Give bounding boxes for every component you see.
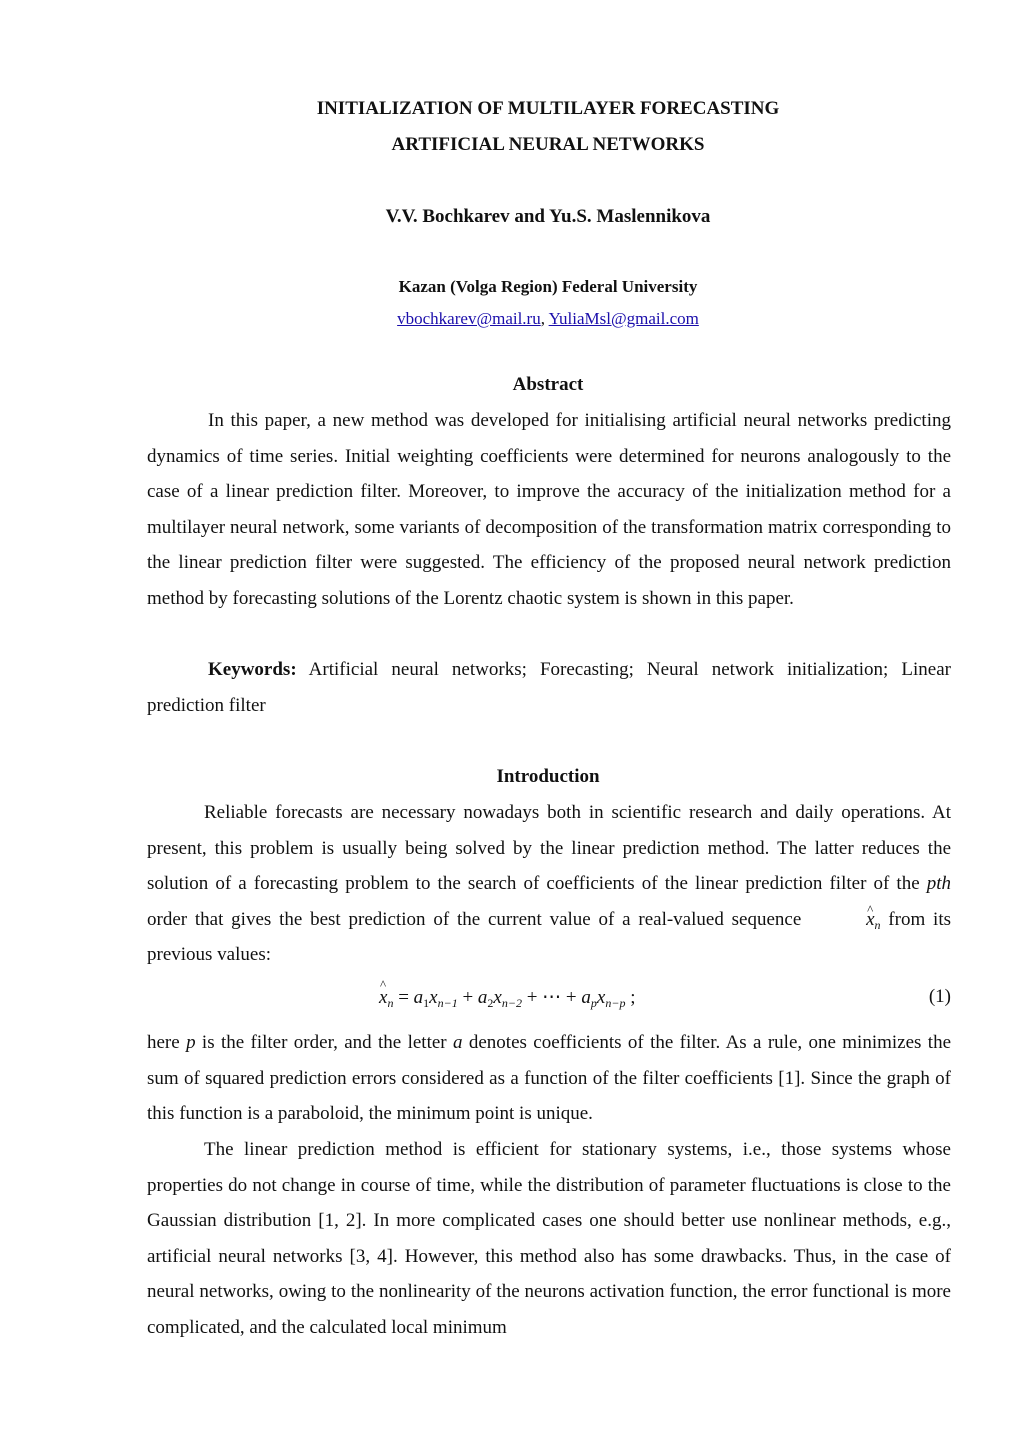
intro-p1-text-c: from its previous values: — [147, 908, 951, 966]
intro-p2-p: p — [186, 1032, 196, 1053]
equation-1 — [147, 986, 951, 1016]
email-link-1[interactable]: vbochkarev@mail.ru — [397, 309, 541, 328]
intro-p2-text-a: here — [147, 1032, 187, 1053]
keywords — [147, 652, 951, 723]
intro-p1-xhat — [809, 902, 874, 938]
intro-p1-text-a: Reliable forecasts are necessary nowadays both in scientific research and daily operations. At present, this problem is usually being solved by the linear prediction method. The latter reduces the solution of a forecasting problem to the search of coefficients of the linear prediction filter of the — [147, 802, 951, 895]
eq-x2: x — [493, 987, 502, 1008]
intro-p2-a: a — [453, 1032, 463, 1053]
eq-ap: a — [581, 987, 591, 1008]
eq-x2-sub: n−2 — [501, 996, 522, 1010]
eq-plus-2: + ⋯ + — [521, 987, 582, 1008]
eq-x1-sub: n−1 — [437, 996, 458, 1010]
email-separator: , — [540, 309, 549, 328]
equation-number: (1) — [928, 986, 951, 1007]
intro-paragraph-1 — [147, 795, 951, 973]
paper-title-line-2: ARTIFICIAL NEURAL NETWORKS — [391, 134, 705, 155]
intro-p2-text-b: is the filter order, and the letter — [195, 1032, 453, 1053]
abstract-text: In this paper, a new method was developed for initialising artificial neural networks predicting dynamics of time series. Initial weighting coefficients were determined for neurons analogously to the case of a linear prediction filter. Moreover, to improve the accuracy of the initialization method for a multilayer neural network, some variants of decomposition of the transformation matrix corresponding to the linear prediction filter were suggested. The efficiency of the proposed neural network prediction method by forecasting solutions of the Lorentz chaotic system is shown in this paper. — [147, 410, 951, 609]
eq-lhs-xhat — [379, 987, 387, 1009]
eq-xp-sub: n−p — [605, 996, 626, 1010]
abstract-heading: Abstract — [512, 374, 584, 395]
keywords-text: Artificial neural networks; Forecasting; Neural network initialization; Linear prediction filter — [147, 659, 951, 716]
eq-x1: x — [429, 987, 438, 1008]
keywords-label: Keywords: — [208, 659, 297, 680]
intro-p1-pth: pth — [926, 873, 951, 895]
eq-equals: = — [393, 987, 414, 1008]
eq-xp: x — [596, 987, 606, 1008]
paper-title-line-1: INITIALIZATION OF MULTILAYER FORECASTING — [316, 98, 780, 119]
equation-formula — [379, 986, 635, 1009]
intro-p1-text-b: order that gives the best prediction of the current value of a real-valued sequence — [147, 908, 810, 930]
intro-p2-text-c: denotes coefficients of the filter. As a rule, one minimizes the sum of squared prediction errors considered as a function of the filter coefficients [1]. Since the graph of this function is a paraboloid, the minimum point is unique. — [147, 1032, 952, 1125]
eq-plus-1: + — [457, 987, 478, 1008]
eq-end: ; — [625, 987, 636, 1008]
emails — [0, 309, 1024, 329]
intro-paragraph-2 — [147, 1025, 951, 1132]
eq-lhs-n: n — [387, 996, 394, 1010]
eq-a1-sub: 1 — [423, 996, 430, 1010]
intro-paragraph-3: The linear prediction method is efficient for stationary systems, i.e., those systems whose properties do not change in course of time, while the distribution of parameter fluctuations is close to the Gaussian distribution [1, 2]. In more complicated cases one should better use nonlinear methods, e.g., artificial neural networks [3, 4]. However, this method also has some drawbacks. Thus, in the case of neural networks, owing to the nonlinearity of the neurons activation function, the error functional is more complicated, and the calculated local minimum — [147, 1139, 951, 1338]
eq-ap-sub: p — [590, 996, 597, 1010]
eq-a2: a — [477, 987, 488, 1008]
authors: V.V. Bochkarev and Yu.S. Maslennikova — [385, 206, 711, 227]
introduction-heading: Introduction — [496, 766, 600, 787]
eq-a2-sub: 2 — [487, 996, 494, 1010]
email-link-2[interactable]: YuliaMsl@gmail.com — [548, 309, 699, 328]
affiliation: Kazan (Volga Region) Federal University — [398, 277, 698, 296]
intro-p1-x: x — [866, 908, 875, 930]
eq-a1: a — [413, 987, 424, 1008]
eq-lhs-x: x — [379, 987, 388, 1008]
intro-p1-n: n — [874, 917, 881, 932]
